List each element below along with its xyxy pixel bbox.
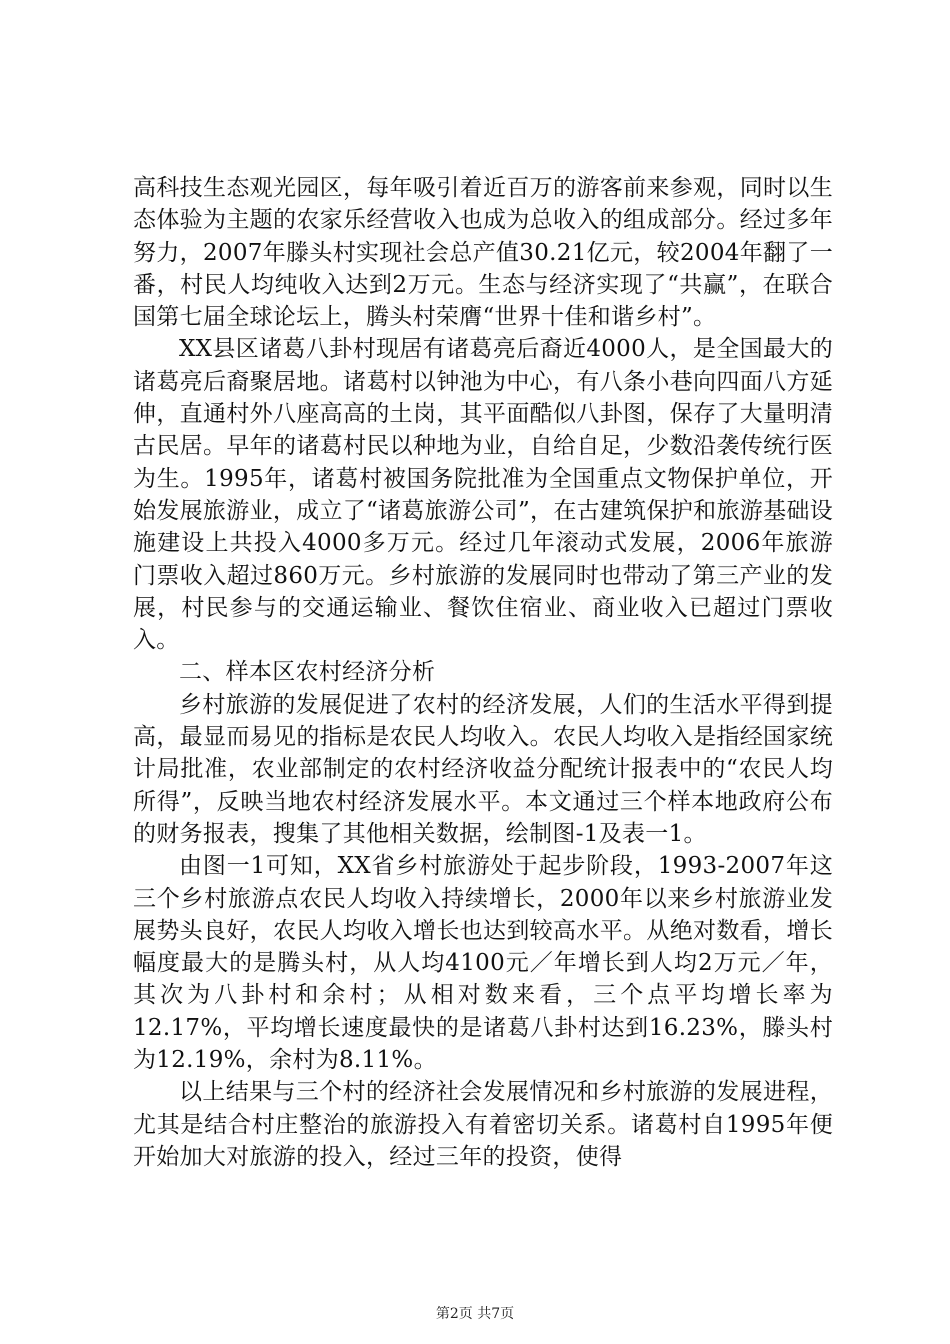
page-number-label: 第2页 共7页: [435, 1306, 515, 1322]
section-heading: 二、样本区农村经济分析: [179, 659, 436, 686]
document-body: [133, 172, 833, 1173]
page-footer: [0, 1303, 950, 1323]
paragraph-figure-analysis: 由图一1可知，XX省乡村旅游处于起步阶段，1993-2007年这三个乡村旅游点农民人均收入持续增长，2000年以来乡村旅游业发展势头良好，农民人均收入增长也达到较高水平。从绝对数看，增长幅度最大的是腾头村，从人均4100元／年增长到人均2万元／年，其次为八卦村和余村；从相对数来看，三个点平均增长率为12.17%，平均增长速度最快的是诸葛八卦村达到16.23%，滕头村为12.19%，余村为8.11%。: [133, 853, 833, 1074]
paragraph-zhuge-village: XX县区诸葛八卦村现居有诸葛亮后裔近4000人，是全国最大的诸葛亮后裔聚居地。诸葛村以钟池为中心，有八条小巷向四面八方延伸，直通村外八座高高的土岗，其平面酷似八卦图，保存了大量明清古民居。早年的诸葛村民以种地为业，自给自足，少数沿袭传统行医为生。1995年，诸葛村被国务院批准为全国重点文物保护单位，开始发展旅游业，成立了“诸葛旅游公司”，在古建筑保护和旅游基础设施建设上共投入4000多万元。经过几年滚动式发展，2006年旅游门票收入超过860万元。乡村旅游的发展同时也带动了第三产业的发展，村民参与的交通运输业、餐饮住宿业、商业收入已超过门票收入。: [133, 336, 833, 654]
paragraph-continuation: 高科技生态观光园区，每年吸引着近百万的游客前来参观，同时以生态体验为主题的农家乐经营收入也成为总收入的组成部分。经过多年努力，2007年滕头村实现社会总产值30.21亿元，较2004年翻了一番，村民人均纯收入达到2万元。生态与经济实现了“共赢”，在联合国第七届全球论坛上，腾头村荣膺“世界十佳和谐乡村”。: [133, 175, 833, 331]
paragraph-income-indicator: 乡村旅游的发展促进了农村的经济发展，人们的生活水平得到提高，最显而易见的指标是农民人均收入。农民人均收入是指经国家统计局批准，农业部制定的农村经济收益分配统计报表中的“农民人均所得”，反映当地农村经济发展水平。本文通过三个样本地政府公布的财务报表，搜集了其他相关数据，绘制图-1及表一1。: [133, 691, 833, 847]
paragraph-results: 以上结果与三个村的经济社会发展情况和乡村旅游的发展进程，尤其是结合村庄整治的旅游投入有着密切关系。诸葛村自1995年便开始加大对旅游的投入，经过三年的投资，使得: [133, 1079, 833, 1170]
